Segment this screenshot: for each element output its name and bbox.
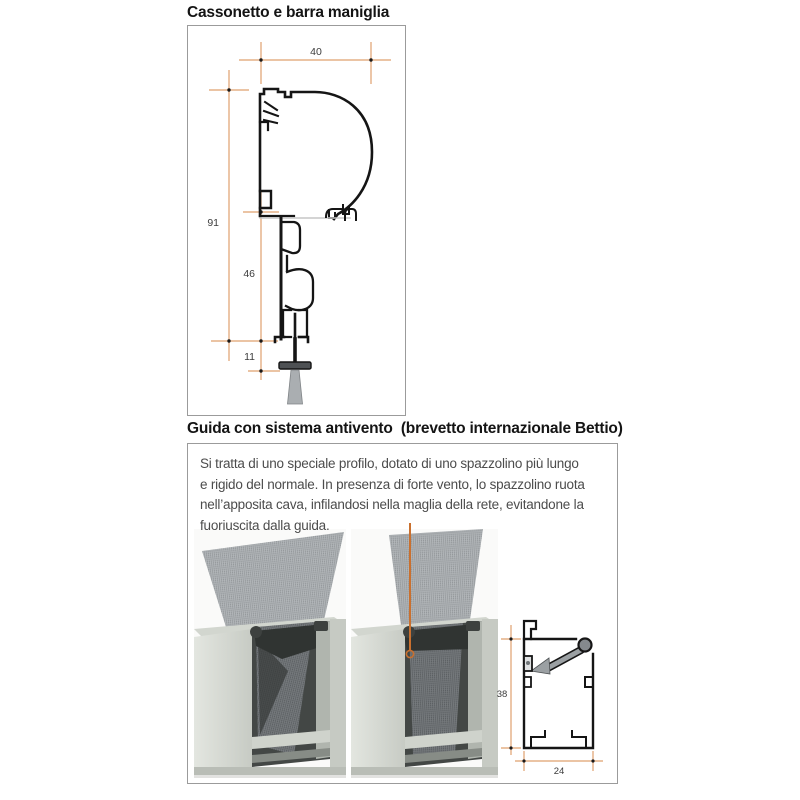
dim-label-38: 38	[496, 689, 508, 700]
wall-slot-pin	[526, 661, 530, 665]
dim-label-40: 40	[310, 46, 322, 58]
ground-shadow	[194, 775, 346, 778]
cassonetto-drawing	[188, 26, 405, 415]
dim-label-11: 11	[244, 351, 255, 363]
top-lip-slot	[314, 621, 328, 631]
section1-title: Cassonetto e barra maniglia	[187, 4, 390, 21]
top-lip-slot	[466, 621, 480, 631]
brush-bristles	[288, 370, 303, 404]
cassonetto-drawing-frame	[187, 25, 406, 416]
description-paragraph	[200, 454, 585, 536]
description-line: fuoriuscita dalla guida.	[200, 517, 330, 533]
front-bottom-lip	[351, 767, 498, 775]
description-line: e rigido del normale. In presenza di forte vento, lo spazzolino ruota	[200, 476, 585, 492]
outer-right-wall	[330, 619, 346, 771]
dim-label-24: 24	[553, 766, 565, 777]
brush-fan	[531, 658, 550, 674]
dim-label-91: 91	[207, 217, 219, 229]
photo-guide-normal	[194, 529, 346, 778]
guida-frame	[187, 443, 618, 784]
front-bottom-lip	[194, 767, 346, 775]
cassonetto-profile	[260, 89, 372, 220]
handle-bar-profile	[275, 218, 313, 362]
dimension-dots	[509, 637, 594, 762]
description-line: nell’apposita cava, infilandosi nella maglia della rete, evitandone la	[200, 497, 584, 513]
ground-shadow	[351, 775, 498, 778]
photo-guide-antivento	[351, 529, 498, 778]
mesh-curtain	[389, 529, 483, 627]
front-left-wall	[351, 629, 405, 774]
brush-holder-bar	[279, 362, 311, 369]
dim-label-46: 46	[243, 268, 255, 280]
section2-title: Guida con sistema antivento (brevetto internazionale Bettio)	[187, 420, 623, 437]
brush-pivot	[579, 639, 592, 652]
top-lip-knob	[250, 626, 262, 638]
description-line: Si tratta di uno speciale profilo, dotato di uno spazzolino più lungo	[200, 456, 579, 471]
front-left-wall	[194, 629, 252, 774]
brush-arm	[546, 650, 581, 669]
guide-section-drawing	[491, 609, 609, 781]
top-lip-knob	[403, 626, 415, 638]
